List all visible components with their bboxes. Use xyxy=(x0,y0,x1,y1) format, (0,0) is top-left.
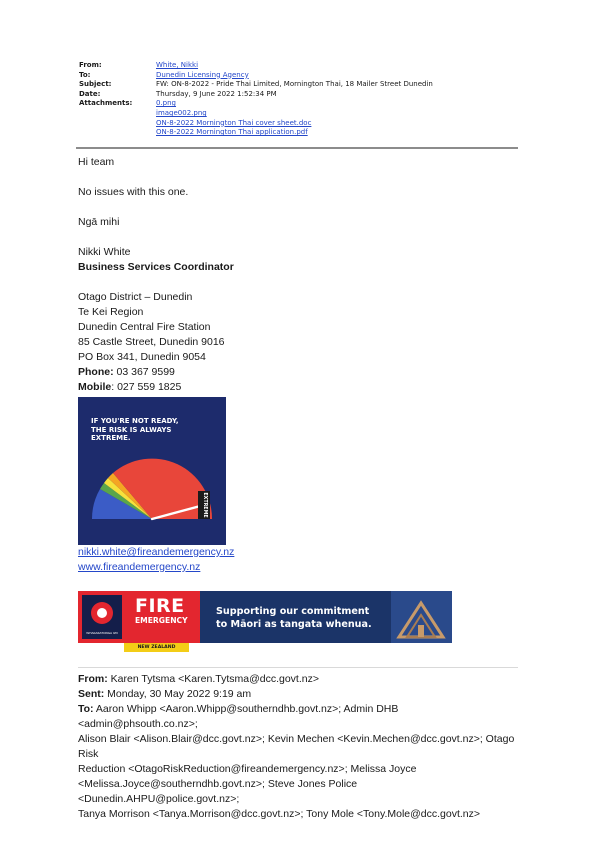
poster-line: IF YOU'RE NOT READY, xyxy=(91,417,179,425)
fwd-to-line: Tanya Morrison <Tanya.Morrison@dcc.govt.nz>; Tony Mole <Tony.Mole@dcc.govt.nz> xyxy=(78,808,481,820)
fwd-from-label: From: xyxy=(78,673,108,685)
tagline-line: Supporting our commitment xyxy=(216,606,370,617)
signature-mobile xyxy=(78,380,234,395)
subject-value: FW: ON-8-2022 - Pride Thai Limited, Mornington Thai, 18 Mailer Street Dunedin xyxy=(156,80,433,89)
phone-label: Phone: xyxy=(78,366,114,378)
attachments-label: Attachments: xyxy=(79,99,133,108)
mobile-value: : 027 559 1825 xyxy=(111,381,182,393)
to-link[interactable]: Dunedin Licensing Agency xyxy=(156,70,249,79)
header-from-row xyxy=(79,61,433,71)
banner-pattern-art xyxy=(391,591,452,643)
attachment-link[interactable]: ON-8-2022 Mornington Thai application.pdf xyxy=(156,128,308,137)
forwarded-header xyxy=(78,672,518,822)
risk-gauge-graphic xyxy=(78,397,226,545)
banner-emergency-word: EMERGENCY xyxy=(135,616,188,625)
risk-poster-image xyxy=(78,397,226,545)
header-divider xyxy=(76,147,518,149)
gauge-extreme-label: EXTREME xyxy=(202,492,207,518)
fwd-from-value: Karen Tytsma <Karen.Tytsma@dcc.govt.nz> xyxy=(107,673,319,685)
fwd-sent-value: Monday, 30 May 2022 9:19 am xyxy=(104,688,252,700)
banner-tagline xyxy=(216,605,372,631)
attachment-link[interactable]: ON-8-2022 Mornington Thai cover sheet.doc xyxy=(156,118,312,127)
signature-street: 85 Castle Street, Dunedin 9016 xyxy=(78,336,225,348)
email-header xyxy=(79,61,433,138)
date-value: Thursday, 9 June 2022 1:52:34 PM xyxy=(156,89,277,98)
new-zealand-strip: NEW ZEALAND xyxy=(124,643,189,652)
fenz-crest-logo xyxy=(82,595,122,639)
fwd-to-line: Aaron Whipp <Aaron.Whipp@southerndhb.govt.nz>; Admin DHB <admin@phsouth.co.nz>; xyxy=(78,703,399,730)
signature-name: Nikki White xyxy=(78,246,131,258)
fwd-to-line: Reduction <OtagoRiskReduction@fireandemergency.nz>; Melissa Joyce xyxy=(78,763,417,775)
signature-station: Dunedin Central Fire Station xyxy=(78,321,211,333)
fire-emergency-banner xyxy=(78,591,452,643)
from-label: From: xyxy=(79,61,102,69)
poster-line: EXTREME. xyxy=(91,434,131,443)
signature-region: Te Kei Region xyxy=(78,306,144,318)
mobile-label: Mobile xyxy=(78,381,112,393)
crest-caption: WHAKARATONGA IWI xyxy=(86,631,118,635)
header-subject-row xyxy=(79,80,433,90)
header-date-row xyxy=(79,90,433,100)
greeting: Hi team xyxy=(78,156,115,168)
forwarded-from xyxy=(78,672,518,687)
phone-value: 03 367 9599 xyxy=(113,366,175,378)
wharenui-pattern-icon xyxy=(391,591,452,643)
attachment-link[interactable]: 0.png xyxy=(156,99,177,108)
from-link[interactable]: White, Nikki xyxy=(156,61,199,69)
attachment-link[interactable]: image002.png xyxy=(156,108,207,117)
signature-district: Otago District – Dunedin xyxy=(78,291,193,303)
forward-divider xyxy=(78,667,518,668)
fwd-to-line: <Melissa.Joyce@southerndhb.govt.nz>; Steve Jones Police <Dunedin.AHPU@police.govt.nz>; xyxy=(78,778,358,805)
signature-website-link[interactable]: www.fireandemergency.nz xyxy=(78,561,201,573)
fwd-to-label: To: xyxy=(78,703,94,715)
date-label: Date: xyxy=(79,89,101,98)
to-label: To: xyxy=(79,70,91,79)
header-attachments-row xyxy=(79,99,433,137)
closing: Ngā mihi xyxy=(78,216,120,228)
pattern-door xyxy=(418,625,424,637)
fwd-to-line: Alison Blair <Alison.Blair@dcc.govt.nz>; Kevin Mechen <Kevin.Mechen@dcc.govt.nz>; Otago Risk xyxy=(78,733,515,760)
message-line: No issues with this one. xyxy=(78,186,189,198)
tagline-line: to Māori as tangata whenua. xyxy=(216,619,372,630)
signature-block xyxy=(78,245,234,395)
crest-icon xyxy=(82,595,122,639)
signature-pobox: PO Box 341, Dunedin 9054 xyxy=(78,351,206,363)
banner-fire-word: FIRE xyxy=(135,595,185,617)
forwarded-to xyxy=(78,702,518,732)
subject-label: Subject: xyxy=(79,80,112,89)
attachment-list xyxy=(156,99,311,137)
poster-line: THE RISK IS ALWAYS xyxy=(91,425,172,434)
signature-title: Business Services Coordinator xyxy=(78,261,234,273)
signature-spacer xyxy=(78,275,234,290)
forwarded-sent xyxy=(78,687,518,702)
signature-email-link[interactable]: nikki.white@fireandemergency.nz xyxy=(78,546,235,558)
signature-phone xyxy=(78,365,234,380)
header-to-row xyxy=(79,71,433,81)
crest-center xyxy=(97,608,107,618)
fwd-sent-label: Sent: xyxy=(78,688,105,700)
